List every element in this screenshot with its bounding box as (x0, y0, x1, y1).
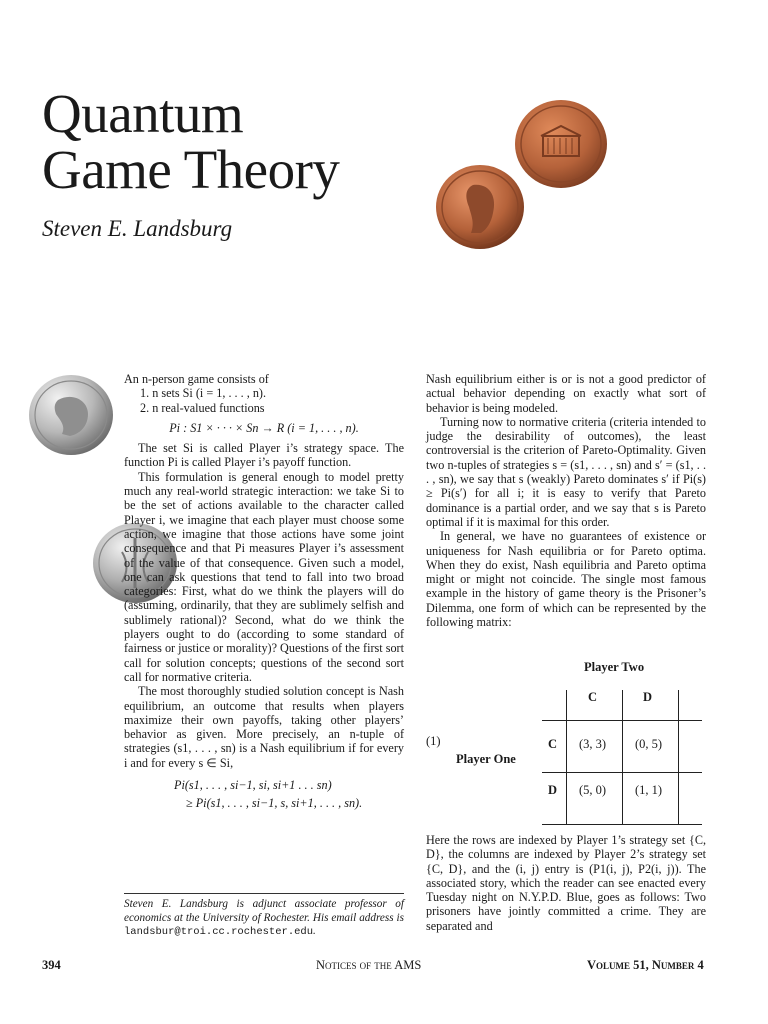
matrix-grid (542, 690, 702, 825)
journal-name: Notices of the AMS (316, 958, 422, 972)
nash-equation-line2: ≥ Pi(s1, . . . , si−1, s, si+1, . . . , sn). (186, 796, 363, 811)
penny-back-image (513, 98, 609, 190)
intro-text: An n-person game consists of (124, 372, 269, 386)
player-two-label: Player Two (584, 660, 645, 674)
right-column-continued (426, 833, 706, 933)
paragraph: Turning now to normative criteria (criteria intended to judge the desirability of outcomes), the least controversial is the criterion of Pareto-Optimality. Given two n-tuples of strategies s = (s1, . . . , sn) and s′ = (s1, . . . , sn), we say that s (weakly) Pareto dominates s′ if Pi(s) ≥ Pi(s′) for all i; it is easy to verify that Pareto dominance is a partial order, and we say that s is Pareto optimal if it is maximal for this order. (426, 414, 706, 529)
volume-number: Volume 51, Number 4 (587, 958, 704, 972)
matrix-cell: (5, 0) (579, 783, 607, 797)
article-title (42, 83, 340, 200)
author-name: Steven E. Landsburg (42, 216, 233, 241)
title-line-1: Quantum (42, 83, 244, 144)
paragraph: Nash equilibrium either is or is not a good predictor of actual behavior depending on exactly what sort of behavior is being modeled. (426, 372, 706, 415)
footnote-rule (124, 893, 404, 894)
paragraph: Here the rows are indexed by Player 1’s strategy set {C, D}, the columns are indexed by Player 2’s strategy set {C, D}, and the (i, j) entry is (P1(i, j), P2(i, j)). The associated story, which the reader can see enacted every Tuesday night on N.Y.P.D. Blue, goes as follows: Two prisoners have jointly committed a crime. They are separated and (426, 833, 706, 933)
footnote-text: Steven E. Landsburg is adjunct associate professor of economics at the University of Rochester. His email address is (124, 898, 404, 924)
matrix-cell: (1, 1) (635, 783, 663, 797)
column-label: D (643, 690, 653, 704)
paragraph (124, 470, 404, 684)
nash-equation-line1: Pi(s1, . . . , si−1, si, si+1 . . . sn) (174, 778, 332, 793)
column-label: C (588, 690, 598, 704)
payoff-equation: Pi : S1 × · · · × Sn → R (i = 1, . . . , n). (169, 420, 359, 435)
player-one-label: Player One (456, 752, 516, 766)
footnote: Steven E. Landsburg is adjunct associate professor of economics at the University of Rochester. His email address is landsbur@troi.cc.rochester.edu. (124, 898, 404, 938)
right-column (426, 372, 706, 629)
equation-number: (1) (426, 734, 441, 748)
paragraph-text: This formulation is general enough to model pretty much any real-world strategic interaction: we take Si to be the set of actions available to the character called Player i, we imagine that each player must choose some action, we imagine that those actions have some joint consequence and that Pi measures Player i’s assessment of the value of that consequence. Given such a model, one can ask questions that tend to fall into two broad categories: First, what do we think the players will do (assuming, ordinarily, that they are sublimely selfish and sublimely rational)? Second, what do we think the players ought to do (according to some standard of fairness or justice or morality)? Questions of the first sort call for solution concepts; questions of the second sort call for normative criteria. (124, 469, 404, 684)
paragraph: The set Si is called Player i’s strategy space. The function Pi is called Player i’s payoff function. (124, 441, 404, 470)
penny-front-image (435, 163, 525, 251)
page-number: 394 (42, 958, 61, 972)
left-column (124, 372, 404, 813)
dime-front-image (28, 374, 114, 456)
paragraph: The most thoroughly studied solution concept is Nash equilibrium, an outcome that results when players maximize their own payoffs, taking other players’ behavior as given. More precisely, an n-tuple of strategies (s1, . . . , sn) is a Nash equilibrium if for every i and for every s ∈ Si, (124, 684, 404, 770)
paragraph: In general, we have no guarantees of existence or uniqueness for Nash equilibria or for Pareto optima. When they do exist, Nash equilibria and Pareto optima might or might not coincide. The single most famous example in the history of game theory is the Prisoner’s Dilemma, one form of which can be represented by the following matrix: (426, 529, 706, 630)
matrix-cell: (3, 3) (579, 737, 607, 751)
footnote-email[interactable]: landsbur@troi.cc.rochester.edu (124, 926, 314, 938)
title-line-2: Game Theory (42, 139, 340, 200)
row-label: C (548, 737, 558, 751)
list-item: 2. n real-valued functions (140, 400, 265, 415)
list-item: 1. n sets Si (i = 1, . . . , n). (140, 386, 267, 401)
matrix-cell: (0, 5) (635, 737, 663, 751)
payoff-matrix (426, 660, 706, 825)
row-label: D (548, 783, 558, 797)
